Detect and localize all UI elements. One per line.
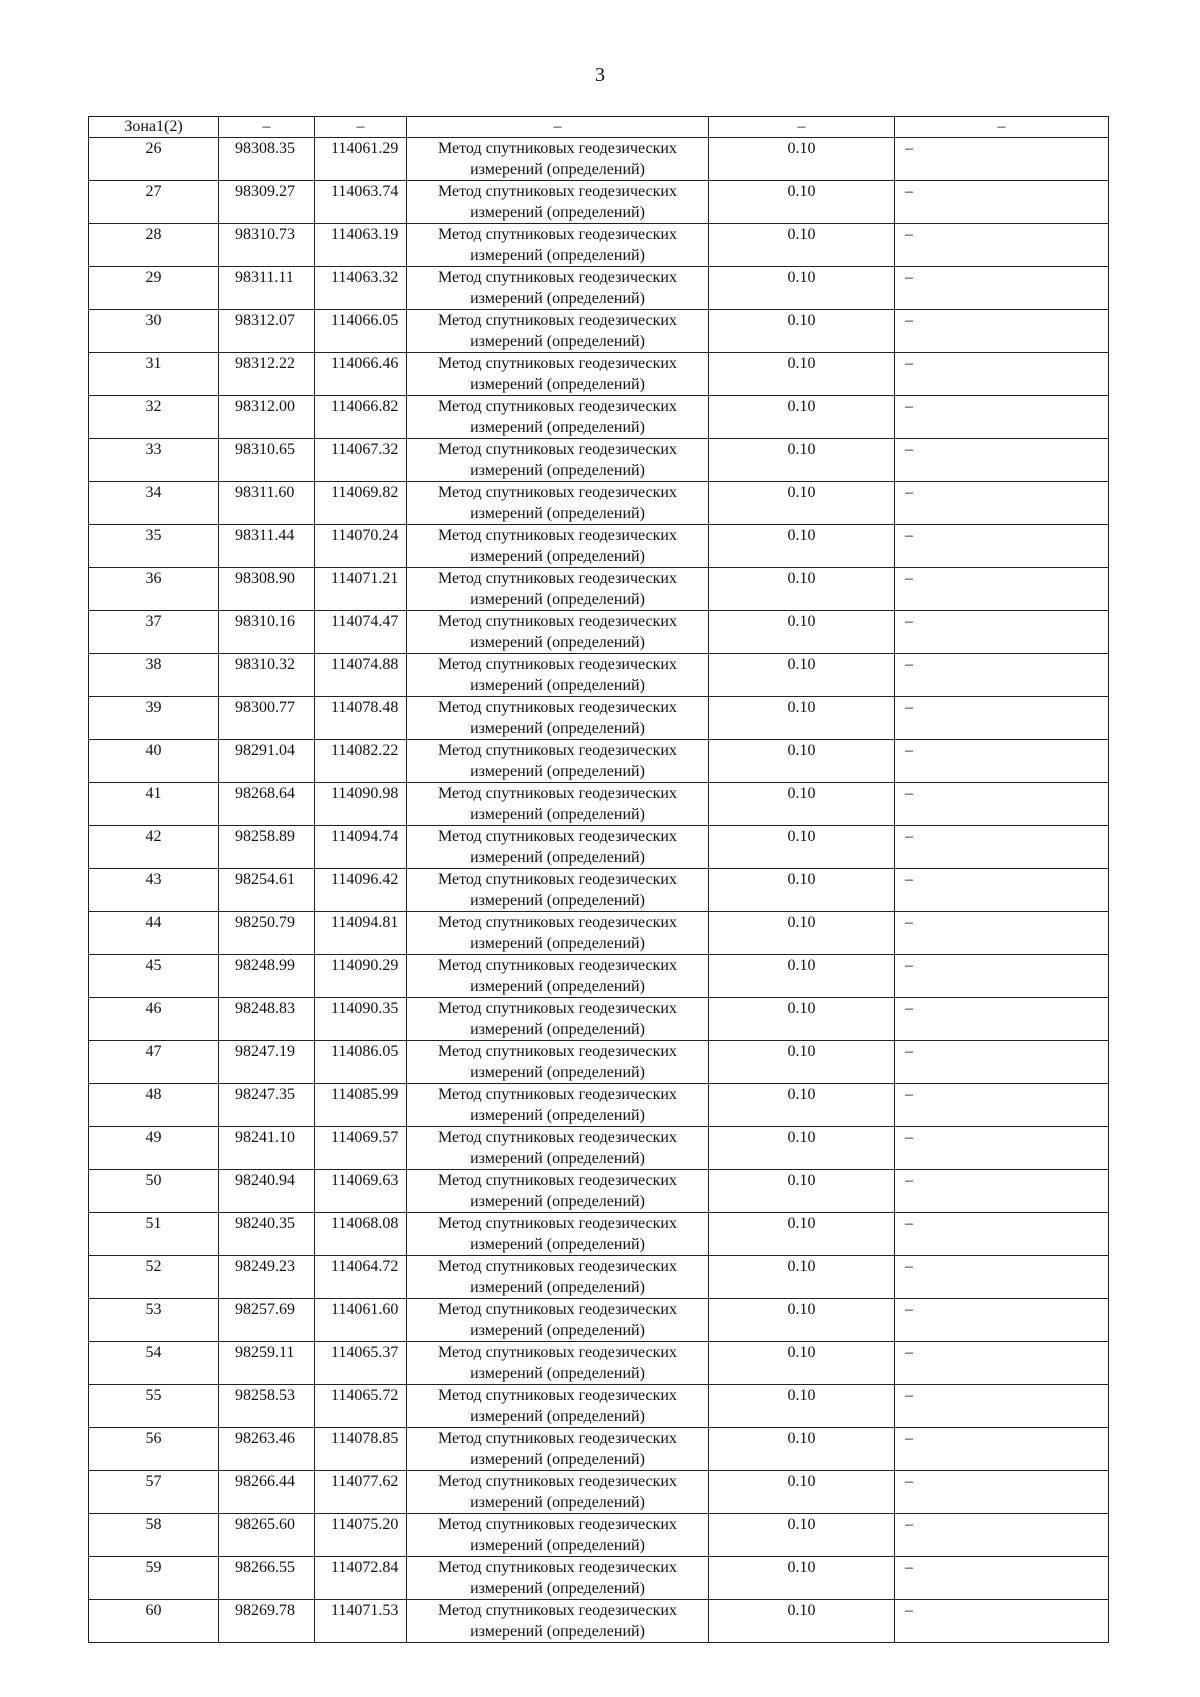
note-cell: –: [895, 869, 1109, 912]
zone-header-row: [89, 117, 1109, 138]
x-coordinate-cell: 98240.35: [219, 1213, 315, 1256]
y-coordinate-cell: 114074.47: [315, 611, 407, 654]
note-cell: –: [895, 310, 1109, 353]
accuracy-cell: 0.10: [709, 1213, 895, 1256]
method-cell: Метод спутниковых геодезических измерений (определений): [407, 1514, 709, 1557]
x-coordinate-cell: 98263.46: [219, 1428, 315, 1471]
point-number-cell: 58: [89, 1514, 219, 1557]
y-coordinate-cell: 114096.42: [315, 869, 407, 912]
table-row: [89, 482, 1109, 525]
x-coordinate-cell: 98259.11: [219, 1342, 315, 1385]
x-coordinate-cell: 98266.55: [219, 1557, 315, 1600]
x-coordinate-cell: 98300.77: [219, 697, 315, 740]
method-cell: Метод спутниковых геодезических измерений (определений): [407, 1256, 709, 1299]
note-cell: –: [895, 826, 1109, 869]
accuracy-cell: 0.10: [709, 267, 895, 310]
table-row: [89, 1256, 1109, 1299]
point-number-cell: 59: [89, 1557, 219, 1600]
x-coordinate-cell: 98249.23: [219, 1256, 315, 1299]
method-cell: Метод спутниковых геодезических измерений (определений): [407, 869, 709, 912]
note-cell: –: [895, 998, 1109, 1041]
y-coordinate-cell: 114090.35: [315, 998, 407, 1041]
accuracy-cell: 0.10: [709, 396, 895, 439]
y-coordinate-cell: 114068.08: [315, 1213, 407, 1256]
header-cell: –: [895, 117, 1109, 138]
note-cell: –: [895, 1385, 1109, 1428]
method-cell: Метод спутниковых геодезических измерений (определений): [407, 181, 709, 224]
note-cell: –: [895, 912, 1109, 955]
y-coordinate-cell: 114070.24: [315, 525, 407, 568]
y-coordinate-cell: 114094.81: [315, 912, 407, 955]
x-coordinate-cell: 98311.11: [219, 267, 315, 310]
y-coordinate-cell: 114090.98: [315, 783, 407, 826]
method-cell: Метод спутниковых геодезических измерений (определений): [407, 267, 709, 310]
method-cell: Метод спутниковых геодезических измерений (определений): [407, 1299, 709, 1342]
point-number-cell: 35: [89, 525, 219, 568]
x-coordinate-cell: 98257.69: [219, 1299, 315, 1342]
method-cell: Метод спутниковых геодезических измерений (определений): [407, 611, 709, 654]
note-cell: –: [895, 439, 1109, 482]
table-row: [89, 138, 1109, 181]
table-row: [89, 181, 1109, 224]
point-number-cell: 54: [89, 1342, 219, 1385]
method-cell: Метод спутниковых геодезических измерений (определений): [407, 138, 709, 181]
coordinates-table: [88, 116, 1109, 1643]
point-number-cell: 40: [89, 740, 219, 783]
note-cell: –: [895, 138, 1109, 181]
x-coordinate-cell: 98311.44: [219, 525, 315, 568]
table-row: [89, 783, 1109, 826]
y-coordinate-cell: 114061.60: [315, 1299, 407, 1342]
y-coordinate-cell: 114086.05: [315, 1041, 407, 1084]
method-cell: Метод спутниковых геодезических измерений (определений): [407, 998, 709, 1041]
point-number-cell: 32: [89, 396, 219, 439]
note-cell: –: [895, 1299, 1109, 1342]
note-cell: –: [895, 1256, 1109, 1299]
x-coordinate-cell: 98310.32: [219, 654, 315, 697]
table-row: [89, 568, 1109, 611]
y-coordinate-cell: 114074.88: [315, 654, 407, 697]
method-cell: Метод спутниковых геодезических измерений (определений): [407, 1127, 709, 1170]
accuracy-cell: 0.10: [709, 611, 895, 654]
point-number-cell: 29: [89, 267, 219, 310]
method-cell: Метод спутниковых геодезических измерений (определений): [407, 740, 709, 783]
x-coordinate-cell: 98250.79: [219, 912, 315, 955]
accuracy-cell: 0.10: [709, 525, 895, 568]
x-coordinate-cell: 98268.64: [219, 783, 315, 826]
point-number-cell: 60: [89, 1600, 219, 1643]
point-number-cell: 33: [89, 439, 219, 482]
point-number-cell: 37: [89, 611, 219, 654]
table-row: [89, 1213, 1109, 1256]
table-row: [89, 439, 1109, 482]
x-coordinate-cell: 98311.60: [219, 482, 315, 525]
table-row: [89, 1428, 1109, 1471]
note-cell: –: [895, 482, 1109, 525]
x-coordinate-cell: 98266.44: [219, 1471, 315, 1514]
x-coordinate-cell: 98312.22: [219, 353, 315, 396]
y-coordinate-cell: 114063.74: [315, 181, 407, 224]
method-cell: Метод спутниковых геодезических измерений (определений): [407, 396, 709, 439]
method-cell: Метод спутниковых геодезических измерений (определений): [407, 1084, 709, 1127]
point-number-cell: 27: [89, 181, 219, 224]
note-cell: –: [895, 525, 1109, 568]
x-coordinate-cell: 98269.78: [219, 1600, 315, 1643]
y-coordinate-cell: 114071.21: [315, 568, 407, 611]
x-coordinate-cell: 98241.10: [219, 1127, 315, 1170]
point-number-cell: 48: [89, 1084, 219, 1127]
table-row: [89, 353, 1109, 396]
method-cell: Метод спутниковых геодезических измерений (определений): [407, 912, 709, 955]
point-number-cell: 38: [89, 654, 219, 697]
x-coordinate-cell: 98247.35: [219, 1084, 315, 1127]
accuracy-cell: 0.10: [709, 740, 895, 783]
header-cell: –: [219, 117, 315, 138]
note-cell: –: [895, 783, 1109, 826]
table-row: [89, 1170, 1109, 1213]
table-row: [89, 1385, 1109, 1428]
note-cell: –: [895, 568, 1109, 611]
table-row: [89, 310, 1109, 353]
method-cell: Метод спутниковых геодезических измерений (определений): [407, 1213, 709, 1256]
accuracy-cell: 0.10: [709, 353, 895, 396]
y-coordinate-cell: 114066.05: [315, 310, 407, 353]
table-row: [89, 1342, 1109, 1385]
note-cell: –: [895, 1213, 1109, 1256]
accuracy-cell: 0.10: [709, 138, 895, 181]
note-cell: –: [895, 267, 1109, 310]
note-cell: –: [895, 1127, 1109, 1170]
x-coordinate-cell: 98308.90: [219, 568, 315, 611]
x-coordinate-cell: 98254.61: [219, 869, 315, 912]
point-number-cell: 41: [89, 783, 219, 826]
accuracy-cell: 0.10: [709, 998, 895, 1041]
y-coordinate-cell: 114072.84: [315, 1557, 407, 1600]
note-cell: –: [895, 1170, 1109, 1213]
y-coordinate-cell: 114066.82: [315, 396, 407, 439]
table-row: [89, 955, 1109, 998]
accuracy-cell: 0.10: [709, 482, 895, 525]
y-coordinate-cell: 114066.46: [315, 353, 407, 396]
point-number-cell: 39: [89, 697, 219, 740]
note-cell: –: [895, 396, 1109, 439]
note-cell: –: [895, 1600, 1109, 1643]
zone-label: Зона1(2): [89, 117, 219, 138]
point-number-cell: 36: [89, 568, 219, 611]
method-cell: Метод спутниковых геодезических измерений (определений): [407, 697, 709, 740]
y-coordinate-cell: 114071.53: [315, 1600, 407, 1643]
table-row: [89, 654, 1109, 697]
accuracy-cell: 0.10: [709, 1428, 895, 1471]
point-number-cell: 52: [89, 1256, 219, 1299]
header-cell: –: [407, 117, 709, 138]
method-cell: Метод спутниковых геодезических измерений (определений): [407, 1557, 709, 1600]
table-row: [89, 1514, 1109, 1557]
accuracy-cell: 0.10: [709, 1471, 895, 1514]
note-cell: –: [895, 611, 1109, 654]
accuracy-cell: 0.10: [709, 826, 895, 869]
note-cell: –: [895, 697, 1109, 740]
method-cell: Метод спутниковых геодезических измерений (определений): [407, 1385, 709, 1428]
accuracy-cell: 0.10: [709, 869, 895, 912]
note-cell: –: [895, 955, 1109, 998]
point-number-cell: 57: [89, 1471, 219, 1514]
table-row: [89, 224, 1109, 267]
table-row: [89, 1600, 1109, 1643]
y-coordinate-cell: 114090.29: [315, 955, 407, 998]
table-row: [89, 740, 1109, 783]
x-coordinate-cell: 98248.83: [219, 998, 315, 1041]
y-coordinate-cell: 114094.74: [315, 826, 407, 869]
accuracy-cell: 0.10: [709, 1170, 895, 1213]
point-number-cell: 49: [89, 1127, 219, 1170]
x-coordinate-cell: 98240.94: [219, 1170, 315, 1213]
point-number-cell: 51: [89, 1213, 219, 1256]
note-cell: –: [895, 224, 1109, 267]
accuracy-cell: 0.10: [709, 1256, 895, 1299]
y-coordinate-cell: 114069.82: [315, 482, 407, 525]
y-coordinate-cell: 114078.48: [315, 697, 407, 740]
table-row: [89, 1127, 1109, 1170]
header-cell: –: [315, 117, 407, 138]
x-coordinate-cell: 98258.89: [219, 826, 315, 869]
table-row: [89, 912, 1109, 955]
note-cell: –: [895, 740, 1109, 783]
accuracy-cell: 0.10: [709, 1385, 895, 1428]
accuracy-cell: 0.10: [709, 1600, 895, 1643]
y-coordinate-cell: 114065.37: [315, 1342, 407, 1385]
table-row: [89, 1041, 1109, 1084]
accuracy-cell: 0.10: [709, 439, 895, 482]
note-cell: –: [895, 1557, 1109, 1600]
table-row: [89, 826, 1109, 869]
y-coordinate-cell: 114063.32: [315, 267, 407, 310]
method-cell: Метод спутниковых геодезических измерений (определений): [407, 439, 709, 482]
table-row: [89, 525, 1109, 568]
point-number-cell: 34: [89, 482, 219, 525]
table-row: [89, 396, 1109, 439]
y-coordinate-cell: 114061.29: [315, 138, 407, 181]
y-coordinate-cell: 114078.85: [315, 1428, 407, 1471]
x-coordinate-cell: 98312.00: [219, 396, 315, 439]
y-coordinate-cell: 114069.57: [315, 1127, 407, 1170]
header-cell: –: [709, 117, 895, 138]
y-coordinate-cell: 114082.22: [315, 740, 407, 783]
accuracy-cell: 0.10: [709, 224, 895, 267]
point-number-cell: 53: [89, 1299, 219, 1342]
method-cell: Метод спутниковых геодезических измерений (определений): [407, 654, 709, 697]
accuracy-cell: 0.10: [709, 1342, 895, 1385]
note-cell: –: [895, 353, 1109, 396]
y-coordinate-cell: 114075.20: [315, 1514, 407, 1557]
accuracy-cell: 0.10: [709, 1084, 895, 1127]
y-coordinate-cell: 114064.72: [315, 1256, 407, 1299]
x-coordinate-cell: 98291.04: [219, 740, 315, 783]
point-number-cell: 55: [89, 1385, 219, 1428]
accuracy-cell: 0.10: [709, 1299, 895, 1342]
note-cell: –: [895, 1084, 1109, 1127]
method-cell: Метод спутниковых геодезических измерений (определений): [407, 224, 709, 267]
x-coordinate-cell: 98310.65: [219, 439, 315, 482]
page-number: 3: [595, 64, 605, 86]
method-cell: Метод спутниковых геодезических измерений (определений): [407, 1428, 709, 1471]
x-coordinate-cell: 98247.19: [219, 1041, 315, 1084]
accuracy-cell: 0.10: [709, 1557, 895, 1600]
note-cell: –: [895, 654, 1109, 697]
accuracy-cell: 0.10: [709, 955, 895, 998]
table-row: [89, 1299, 1109, 1342]
x-coordinate-cell: 98308.35: [219, 138, 315, 181]
table-row: [89, 1471, 1109, 1514]
x-coordinate-cell: 98248.99: [219, 955, 315, 998]
point-number-cell: 28: [89, 224, 219, 267]
method-cell: Метод спутниковых геодезических измерений (определений): [407, 1170, 709, 1213]
table-row: [89, 869, 1109, 912]
x-coordinate-cell: 98258.53: [219, 1385, 315, 1428]
point-number-cell: 31: [89, 353, 219, 396]
method-cell: Метод спутниковых геодезических измерений (определений): [407, 826, 709, 869]
note-cell: –: [895, 1471, 1109, 1514]
x-coordinate-cell: 98310.73: [219, 224, 315, 267]
accuracy-cell: 0.10: [709, 1127, 895, 1170]
point-number-cell: 44: [89, 912, 219, 955]
y-coordinate-cell: 114085.99: [315, 1084, 407, 1127]
method-cell: Метод спутниковых геодезических измерений (определений): [407, 1342, 709, 1385]
table-row: [89, 998, 1109, 1041]
method-cell: Метод спутниковых геодезических измерений (определений): [407, 310, 709, 353]
point-number-cell: 46: [89, 998, 219, 1041]
accuracy-cell: 0.10: [709, 697, 895, 740]
method-cell: Метод спутниковых геодезических измерений (определений): [407, 1471, 709, 1514]
y-coordinate-cell: 114067.32: [315, 439, 407, 482]
accuracy-cell: 0.10: [709, 783, 895, 826]
point-number-cell: 30: [89, 310, 219, 353]
accuracy-cell: 0.10: [709, 181, 895, 224]
accuracy-cell: 0.10: [709, 654, 895, 697]
point-number-cell: 26: [89, 138, 219, 181]
point-number-cell: 50: [89, 1170, 219, 1213]
method-cell: Метод спутниковых геодезических измерений (определений): [407, 955, 709, 998]
method-cell: Метод спутниковых геодезических измерений (определений): [407, 1600, 709, 1643]
accuracy-cell: 0.10: [709, 310, 895, 353]
table-row: [89, 1557, 1109, 1600]
point-number-cell: 56: [89, 1428, 219, 1471]
x-coordinate-cell: 98312.07: [219, 310, 315, 353]
table-row: [89, 267, 1109, 310]
x-coordinate-cell: 98265.60: [219, 1514, 315, 1557]
table-row: [89, 611, 1109, 654]
method-cell: Метод спутниковых геодезических измерений (определений): [407, 568, 709, 611]
y-coordinate-cell: 114065.72: [315, 1385, 407, 1428]
accuracy-cell: 0.10: [709, 568, 895, 611]
method-cell: Метод спутниковых геодезических измерений (определений): [407, 482, 709, 525]
note-cell: –: [895, 1342, 1109, 1385]
table-row: [89, 1084, 1109, 1127]
point-number-cell: 42: [89, 826, 219, 869]
note-cell: –: [895, 181, 1109, 224]
method-cell: Метод спутниковых геодезических измерений (определений): [407, 353, 709, 396]
y-coordinate-cell: 114063.19: [315, 224, 407, 267]
accuracy-cell: 0.10: [709, 1514, 895, 1557]
accuracy-cell: 0.10: [709, 912, 895, 955]
y-coordinate-cell: 114077.62: [315, 1471, 407, 1514]
point-number-cell: 47: [89, 1041, 219, 1084]
table-row: [89, 697, 1109, 740]
note-cell: –: [895, 1514, 1109, 1557]
y-coordinate-cell: 114069.63: [315, 1170, 407, 1213]
accuracy-cell: 0.10: [709, 1041, 895, 1084]
note-cell: –: [895, 1041, 1109, 1084]
point-number-cell: 43: [89, 869, 219, 912]
method-cell: Метод спутниковых геодезических измерений (определений): [407, 1041, 709, 1084]
x-coordinate-cell: 98310.16: [219, 611, 315, 654]
x-coordinate-cell: 98309.27: [219, 181, 315, 224]
note-cell: –: [895, 1428, 1109, 1471]
method-cell: Метод спутниковых геодезических измерений (определений): [407, 783, 709, 826]
point-number-cell: 45: [89, 955, 219, 998]
method-cell: Метод спутниковых геодезических измерений (определений): [407, 525, 709, 568]
